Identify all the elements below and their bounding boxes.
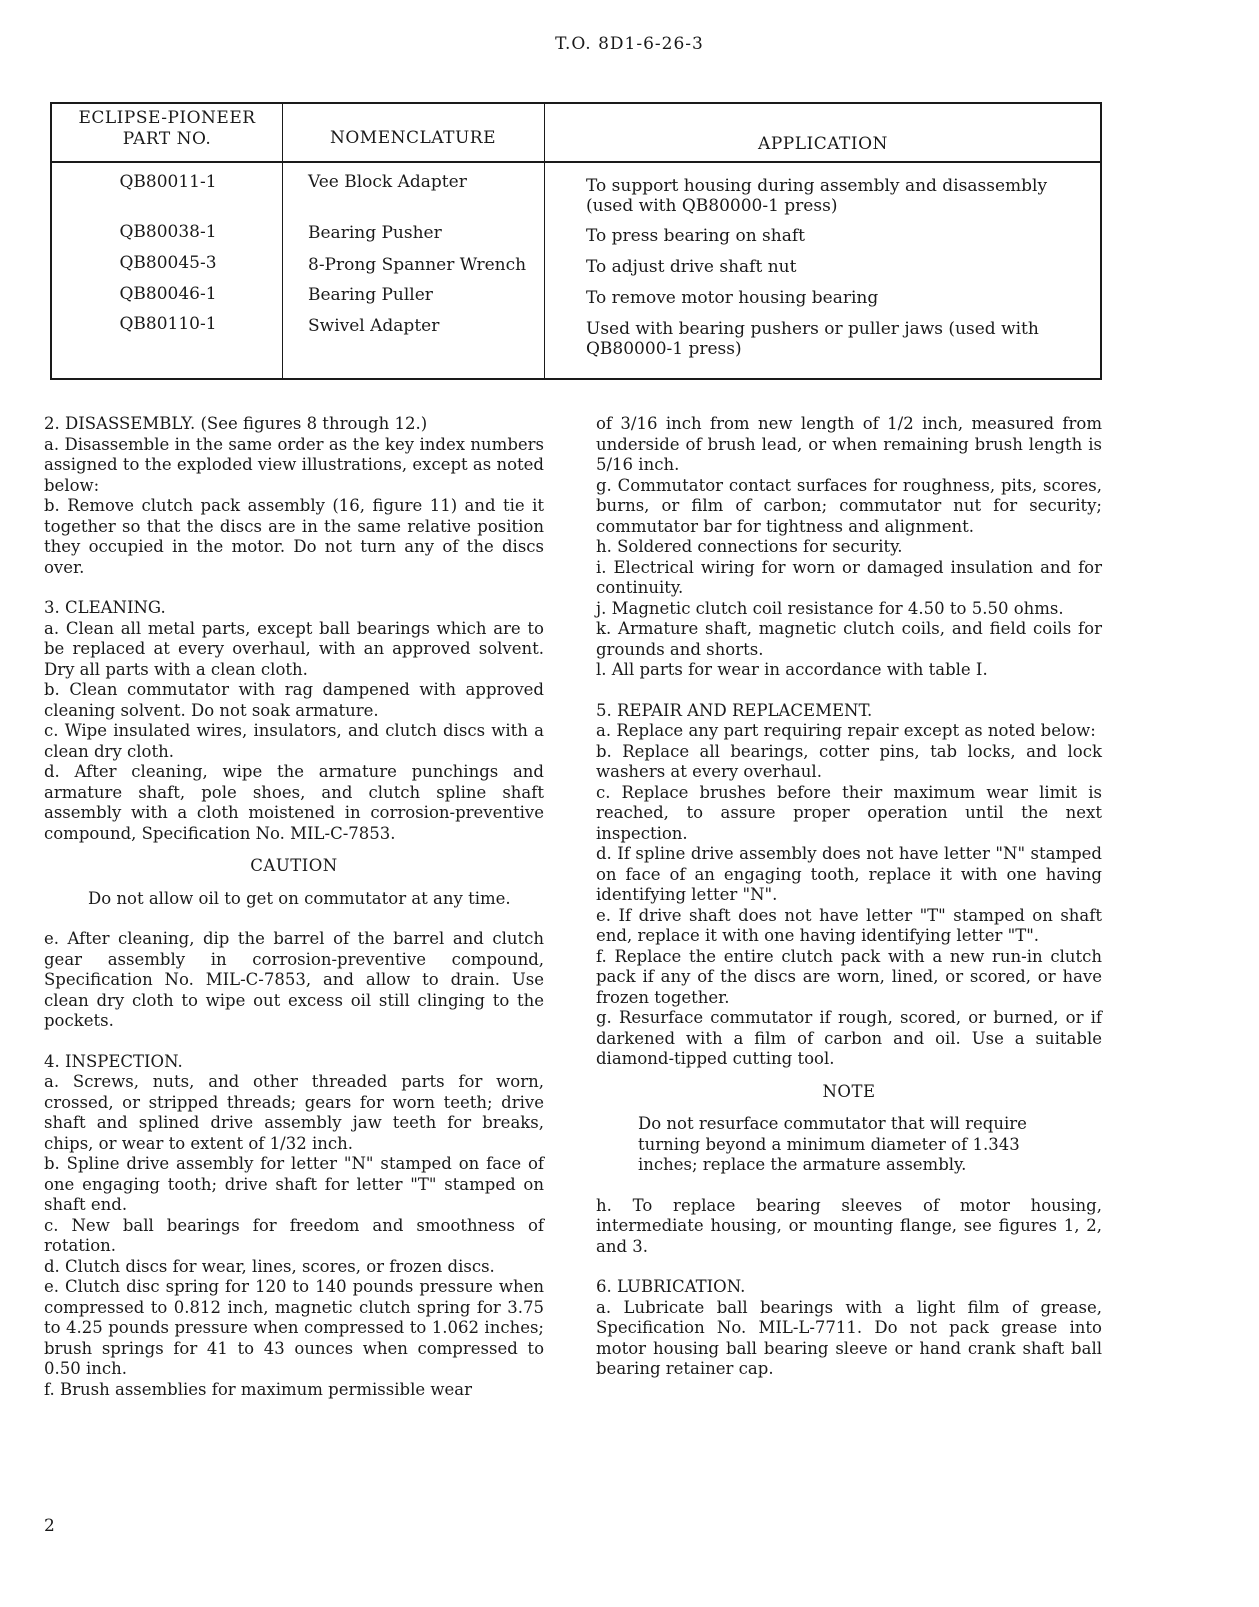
row-application: To support housing during assembly and disassembly (used with QB80000-1 press) [586,176,1048,216]
row-part-no: QB80011-1 [119,172,217,192]
section-heading-lubrication: 6. LUBRICATION. [596,1277,746,1296]
row-nomenclature: Swivel Adapter [308,316,440,336]
note-text: Do not resurface commutator that will require turning beyond a minimum diameter of 1.343 inches; replace the armature assembly. [638,1114,1027,1174]
header-nomenclature: NOMENCLATURE [329,128,497,148]
section-heading-inspection: 4. INSPECTION. [44,1051,183,1071]
right-column [596,414,1102,1380]
paragraph: c. New ball bearings for freedom and smoothness of rotation. [44,1215,544,1255]
row-part-no: QB80045-3 [119,253,217,273]
header-part-no-line1: ECLIPSE-PIONEER [78,108,256,128]
section-heading-disassembly: 2. DISASSEMBLY. (See figures 8 through 12.) [44,414,428,433]
paragraph: b. Remove clutch pack assembly (16, figure 11) and tie it together so that the discs are in the same relative position they occupied in the motor. Do not turn any of the discs over. [44,496,544,577]
paragraph: d. If spline drive assembly does not have letter "N" stamped on face of an engaging tooth, replace it with one having identifying letter "N". [596,844,1102,904]
caution-heading: CAUTION [250,856,338,875]
row-application: To press bearing on shaft [586,226,805,246]
paragraph: e. Clutch disc spring for 120 to 140 pounds pressure when compressed to 0.812 inch, magnetic clutch spring for 3.75 to 4.25 pounds pressure when compressed to 1.062 inches; brush springs for 41 to 43 ounces when compressed to 0.50 inch. [44,1277,544,1378]
paragraph: c. Replace brushes before their maximum wear limit is reached, to assure proper operation until the next inspection. [596,782,1102,843]
row-part-no: QB80038-1 [119,222,217,242]
paragraph: g. Commutator contact surfaces for roughness, pits, scores, burns, or film of carbon; commutator nut for security; commutator bar for tightness and alignment. [596,475,1102,536]
paragraph: l. All parts for wear in accordance with table I. [596,660,988,679]
row-part-no: QB80046-1 [119,284,217,304]
row-nomenclature: Bearing Puller [308,285,433,305]
paragraph: j. Magnetic clutch coil resistance for 4.50 to 5.50 ohms. [596,598,1064,618]
row-application: To adjust drive shaft nut [586,257,797,277]
left-column [44,414,544,1400]
paragraph: g. Resurface commutator if rough, scored, or burned, or if darkened with a film of carbon and oil. Use a suitable diamond-tipped cutting tool. [596,1008,1102,1068]
paragraph: b. Clean commutator with rag dampened with approved cleaning solvent. Do not soak armature. [44,680,544,720]
section-heading-cleaning: 3. CLEANING. [44,598,166,617]
paragraph: f. Brush assemblies for maximum permissible wear [44,1379,472,1399]
header-application: APPLICATION [758,134,888,154]
row-application: Used with bearing pushers or puller jaws (used with QB80000-1 press) [586,319,1039,359]
row-part-no: QB80110-1 [119,314,217,334]
paragraph: a. Disassemble in the same order as the key index numbers assigned to the exploded view illustrations, except as noted below: [44,434,544,495]
header-part-no [52,104,282,162]
row-nomenclature: Vee Block Adapter [308,172,467,192]
page-number: 2 [44,1516,55,1536]
paragraph: a. Clean all metal parts, except ball bearings which are to be replaced at every overhaul, with an approved solvent. Dry all parts with a clean cloth. [44,618,544,679]
paragraph: e. If drive shaft does not have letter "T" stamped on shaft end, replace it with one having identifying letter "T". [596,905,1102,945]
paragraph: of 3/16 inch from new length of 1/2 inch, measured from underside of brush lead, or when remaining brush length is 5/16 inch. [596,414,1102,474]
paragraph: d. Clutch discs for wear, lines, scores, or frozen discs. [44,1256,495,1276]
row-application: To remove motor housing bearing [586,288,879,308]
paragraph: h. Soldered connections for security. [596,537,903,556]
paragraph: f. Replace the entire clutch pack with a new run-in clutch pack if any of the discs are worn, lined, or scored, or have frozen together. [596,946,1102,1007]
section-heading-repair: 5. REPAIR AND REPLACEMENT. [596,700,873,720]
paragraph: d. After cleaning, wipe the armature punchings and armature shaft, pole shoes, and clutch spline shaft assembly with a cloth moistened in corrosion-preventive compound, Specification No. MIL-C-7853. [44,762,544,843]
paragraph: a. Replace any part requiring repair except as noted below: [596,721,1096,740]
paragraph: a. Lubricate ball bearings with a light film of grease, Specification No. MIL-L-7711. Do not pack grease into motor housing ball bearing sleeve or hand crank shaft ball bearing retainer cap. [596,1297,1102,1378]
row-nomenclature: 8-Prong Spanner Wrench [308,255,527,275]
paragraph: k. Armature shaft, magnetic clutch coils, and field coils for grounds and shorts. [596,619,1102,659]
paragraph: e. After cleaning, dip the barrel of the barrel and clutch gear assembly in corrosion-preventive compound, Specification No. MIL-C-7853, and allow to drain. Use clean dry cloth to wipe out excess oil still clinging to the pockets. [44,929,544,1030]
paragraph: b. Spline drive assembly for letter "N" stamped on face of one engaging tooth; drive shaft for letter "T" stamped on shaft end. [44,1154,544,1214]
row-nomenclature: Bearing Pusher [308,223,442,243]
paragraph: i. Electrical wiring for worn or damaged insulation and for continuity. [596,557,1102,597]
document-id: T.O. 8D1-6-26-3 [555,34,704,54]
header-part-no-line2: PART NO. [122,129,212,149]
note-heading: NOTE [822,1081,876,1101]
special-tools-table [50,102,1102,380]
paragraph: c. Wipe insulated wires, insulators, and clutch discs with a clean dry cloth. [44,721,544,761]
caution-text: Do not allow oil to get on commutator at any time. [88,888,511,908]
paragraph: a. Screws, nuts, and other threaded parts for worn, crossed, or stripped threads; gears for worn teeth; drive shaft and splined drive assembly jaw teeth for breaks, chips, or wear to extent of 1/32 inch. [44,1072,544,1153]
paragraph: b. Replace all bearings, cotter pins, tab locks, and lock washers at every overhaul. [596,741,1102,781]
paragraph: h. To replace bearing sleeves of motor housing, intermediate housing, or mounting flange, see figures 1, 2, and 3. [596,1195,1102,1256]
